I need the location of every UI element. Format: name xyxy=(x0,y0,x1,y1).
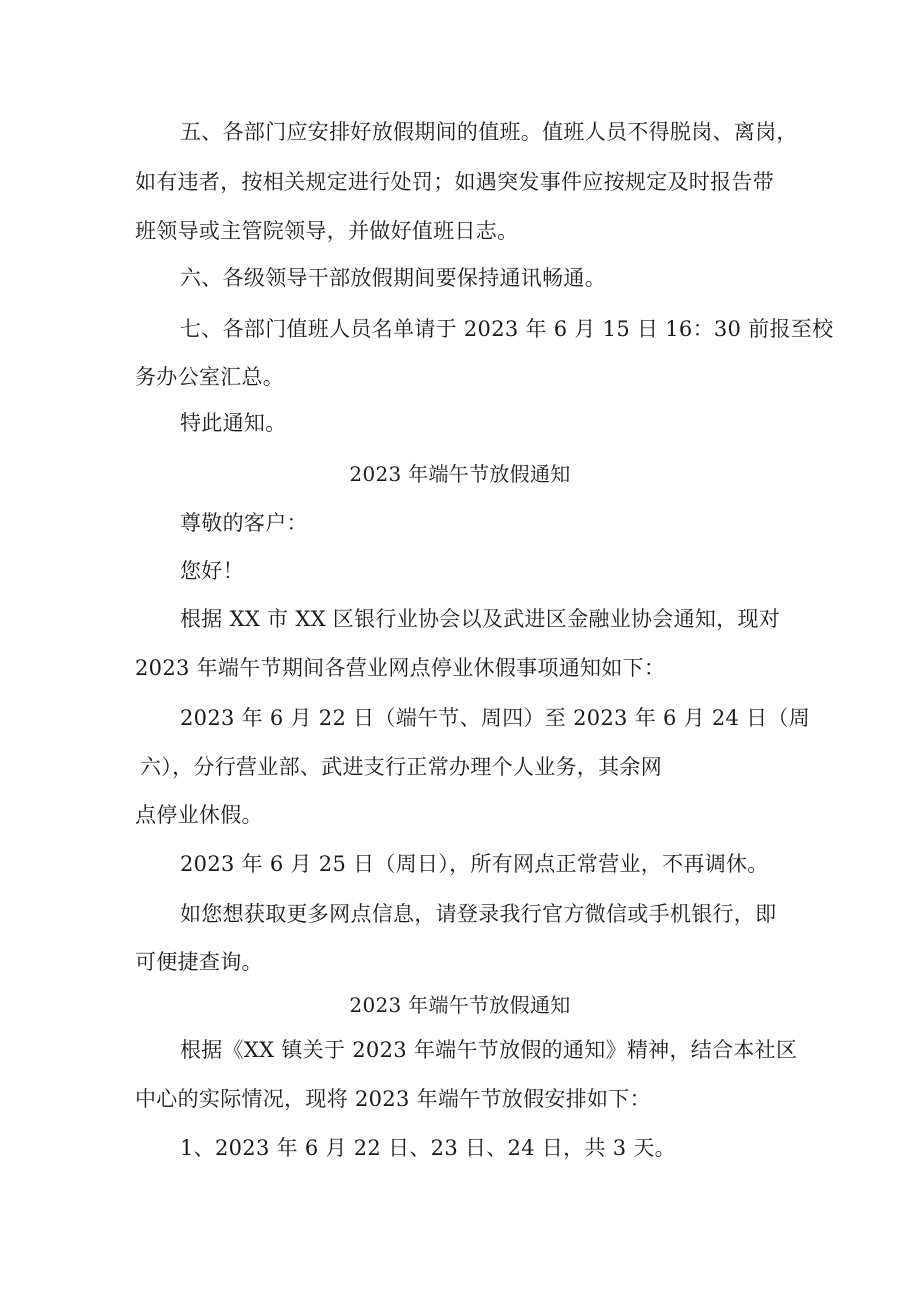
paragraph-line: 根据 XX 市 XX 区银行业协会以及武进区金融业协会通知，现对 xyxy=(180,607,781,631)
section-title: 2023 年端午节放假通知 xyxy=(349,993,571,1017)
paragraph-line: 五、各部门应安排好放假期间的值班。值班人员不得脱岗、离岗， xyxy=(180,120,798,144)
section-title: 2023 年端午节放假通知 xyxy=(349,462,571,486)
salutation: 尊敬的客户： xyxy=(180,511,308,535)
paragraph-line: 如有违者，按相关规定进行处罚；如遇突发事件应按规定及时报告带 xyxy=(135,170,774,194)
paragraph-line: 务办公室汇总。 xyxy=(135,365,285,389)
paragraph-line: 2023 年 6 月 25 日（周日），所有网点正常营业，不再调休。 xyxy=(180,852,769,876)
paragraph-line: 中心的实际情况，现将 2023 年端午节放假安排如下： xyxy=(135,1087,651,1111)
greeting: 您好！ xyxy=(180,559,244,583)
paragraph-line: 根据《XX 镇关于 2023 年端午节放假的通知》精神，结合本社区 xyxy=(180,1038,798,1062)
paragraph-line: 可便捷查询。 xyxy=(135,950,263,974)
paragraph-line: 班领导或主管院领导，并做好值班日志。 xyxy=(135,219,519,243)
paragraph-line: 六），分行营业部、武进支行正常办理个人业务，其余网 xyxy=(140,755,662,779)
list-item: 1、2023 年 6 月 22 日、23 日、24 日，共 3 天。 xyxy=(180,1136,676,1160)
paragraph-line: 如您想获取更多网点信息，请登录我行官方微信或手机银行，即 xyxy=(180,902,777,926)
paragraph-line: 六、各级领导干部放假期间要保持通讯畅通。 xyxy=(180,266,606,290)
paragraph-line: 2023 年 6 月 22 日（端午节、周四）至 2023 年 6 月 24 日（周 xyxy=(180,706,811,730)
paragraph-line: 2023 年端午节期间各营业网点停业休假事项通知如下： xyxy=(135,656,666,680)
paragraph-line: 点停业休假。 xyxy=(135,803,263,827)
paragraph-line: 七、各部门值班人员名单请于 2023 年 6 月 15 日 16：30 前报至校 xyxy=(180,317,834,341)
paragraph-line: 特此通知。 xyxy=(180,411,287,435)
